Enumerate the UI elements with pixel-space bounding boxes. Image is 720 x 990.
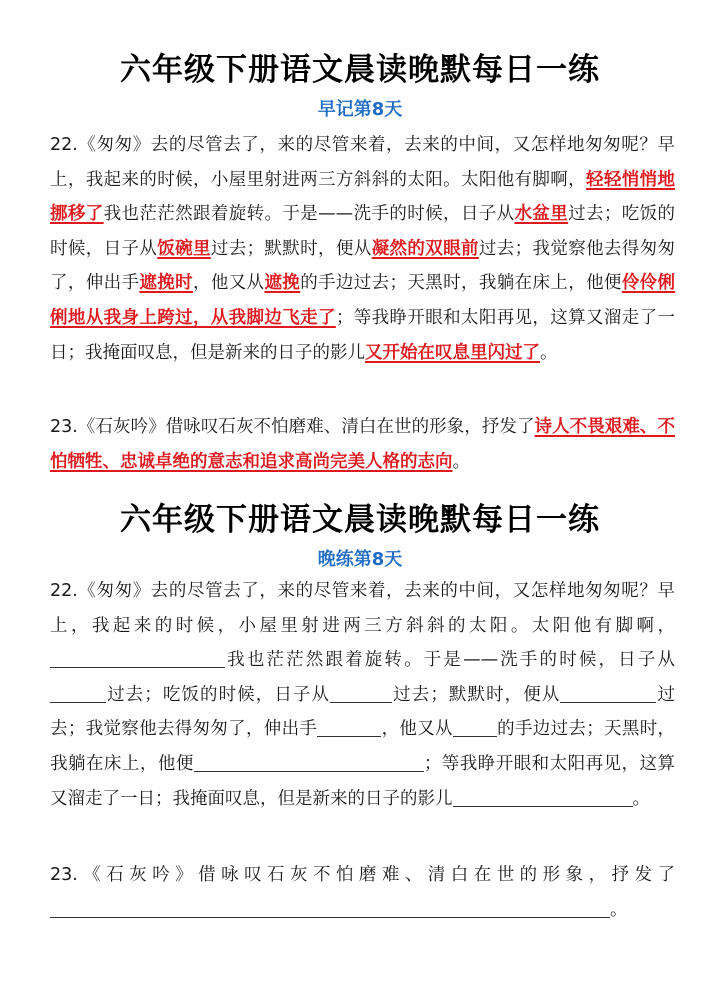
text-segment: 。 [610, 899, 628, 920]
answer-blank[interactable] [194, 753, 424, 772]
text-segment: 。 [452, 451, 470, 472]
text-segment: ，他又从 [192, 273, 265, 294]
answer-blank[interactable] [50, 684, 106, 703]
answer-blank[interactable] [50, 650, 225, 669]
answer-highlight: 轻轻悄悄地挪移了 [50, 169, 676, 225]
answer-highlight: 遮挽时 [139, 273, 193, 294]
text-segment: ，他又从 [381, 719, 453, 740]
text-segment: 过去；吃饭的时候，日子从 [106, 684, 331, 705]
answer-blank[interactable] [317, 719, 381, 738]
text-segment: ；等我睁开眼和太阳再见，这算又溜走了一日；我掩面叹息，但是新来的日子的影儿 [50, 307, 676, 363]
text-segment: 过去；我觉察他去得匆匆了，伸出手 [50, 684, 676, 740]
answer-highlight: 饭碗里 [157, 238, 211, 259]
section-subtitle-morning: 早记第8天 [317, 99, 403, 120]
text-segment: ；等我睁开眼和太阳再见，这算又溜走了一日；我掩面叹息，但是新来的日子的影儿 [50, 753, 676, 809]
paragraph-23-morning [50, 410, 675, 479]
text-segment: 我也茫茫然跟着旋转。于是——洗手的时候，日子从 [103, 204, 515, 225]
text-segment: 23.《石灰吟》借咏叹石灰不怕磨难、清白在世的形象，抒发了 [50, 865, 675, 885]
answer-blank[interactable] [50, 899, 610, 918]
text-segment: 。 [540, 342, 558, 363]
section-subtitle-evening: 晚练第8天 [317, 549, 403, 570]
answer-highlight: 伶伶俐俐地从我身上跨过，从我脚边飞走了 [50, 273, 676, 328]
text-segment: 过去；吃饭的时候，日子从 [50, 204, 676, 259]
text-segment: 22.《匆匆》去的尽管去了，来的尽管来着，去来的中间，又怎样地匆匆呢？早上，我起来的时候，小屋里射进两三方斜斜的太阳。太阳他有脚啊， [50, 581, 675, 636]
text-segment: 22.《匆匆》去的尽管去了，来的尽管来着，去来的中间，又怎样地匆匆呢？早上，我起来的时候，小屋里射进两三方斜斜的太阳。太阳他有脚啊， [50, 135, 675, 190]
text-segment: 的手边过去；天黑时，我躺在床上，他便 [50, 719, 676, 774]
text-segment: 我也茫茫然跟着旋转。于是——洗手的时候，日子从 [225, 650, 675, 671]
page-title-morning: 六年级下册语文晨读晚默每日一练 [120, 52, 600, 88]
answer-highlight: 凝然的双眼前 [371, 238, 479, 259]
answer-highlight: 又开始在叹息里闪过了 [365, 342, 540, 363]
text-segment: 的手边过去；天黑时，我躺在床上，他便 [300, 273, 622, 294]
text-segment: 23.《石灰吟》借咏叹石灰不怕磨难、清白在世的形象，抒发了 [50, 417, 535, 437]
answer-blank[interactable] [330, 684, 392, 703]
paragraph-23-evening [50, 858, 675, 927]
answer-blank[interactable] [453, 788, 633, 807]
answer-blank[interactable] [560, 684, 656, 703]
text-segment: 过去；我觉察他去得匆匆了，伸出手 [50, 238, 676, 294]
answer-highlight: 遮挽 [264, 273, 301, 294]
text-segment: 过去；默默时，便从 [392, 684, 561, 705]
answer-highlight: 诗人不畏艰难、不怕牺牲、忠诚卓绝的意志和追求高尚完美人格的志向 [50, 417, 675, 472]
paragraph-22-evening [50, 574, 675, 816]
answer-highlight: 水盆里 [514, 204, 569, 225]
page-title-evening: 六年级下册语文晨读晚默每日一练 [120, 502, 600, 538]
paragraph-22-morning [50, 128, 675, 370]
text-segment: 过去；默默时，便从 [210, 238, 372, 259]
text-segment: 。 [632, 788, 650, 809]
answer-blank[interactable] [453, 719, 497, 738]
